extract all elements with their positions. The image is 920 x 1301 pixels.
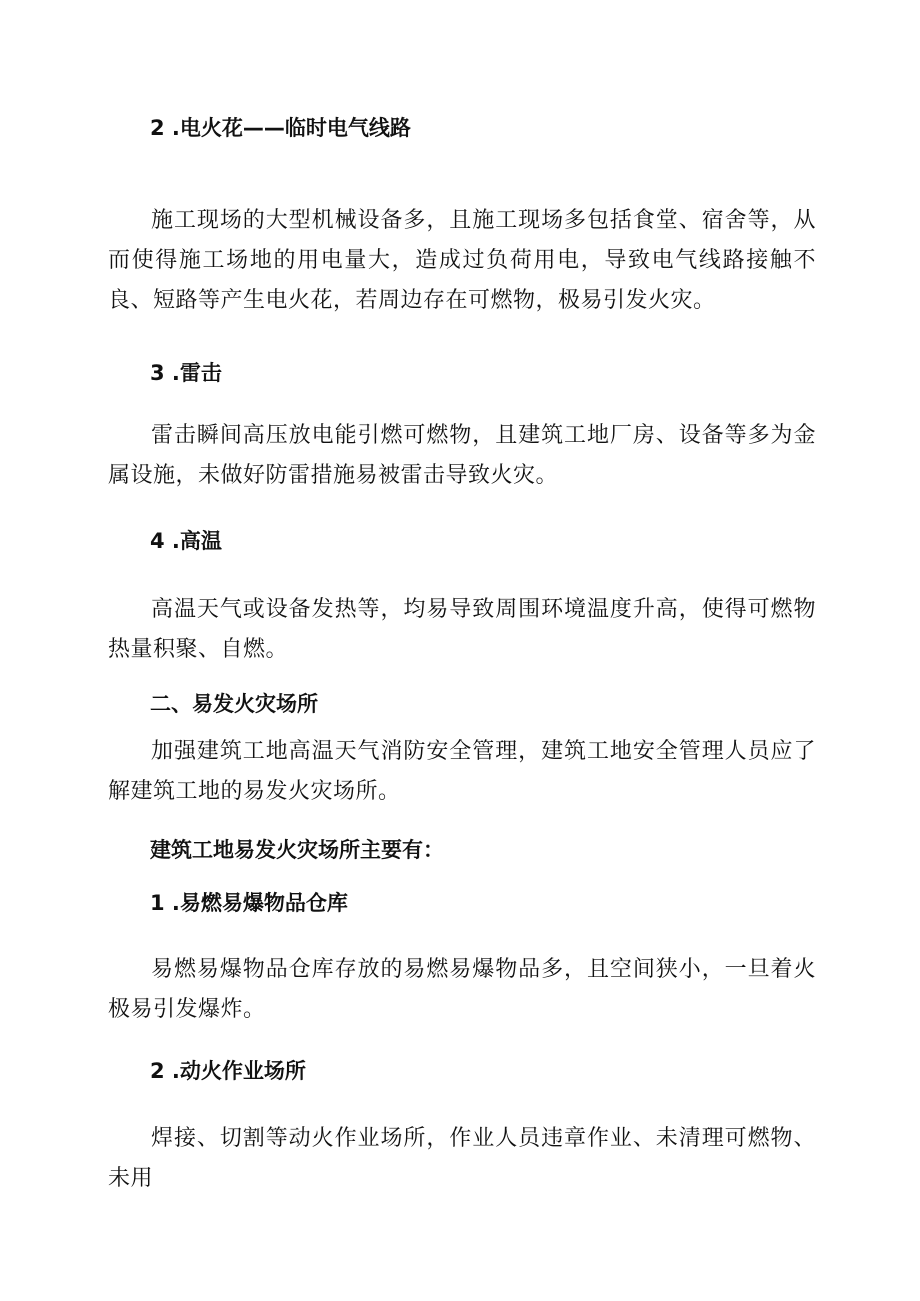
paragraph-hot-work: 焊接、切割等动火作业场所，作业人员违章作业、未清理可燃物、未用 (108, 1126, 816, 1191)
paragraph-lightning: 雷击瞬间高压放电能引燃可燃物，且建筑工地厂房、设备等多为金属设施，未做好防雷措施易被雷击导致火灾。 (108, 423, 816, 488)
section-heading-high-temperature: 4 .高温 (150, 529, 222, 553)
section-heading-fire-prone-places: 二、易发火灾场所 (150, 692, 318, 716)
section-heading-warehouse: 1 .易燃易爆物品仓库 (150, 891, 348, 915)
section-heading-lightning: 3 .雷击 (150, 361, 222, 385)
section-heading-main-places: 建筑工地易发火灾场所主要有： (150, 838, 444, 862)
paragraph-high-temperature: 高温天气或设备发热等，均易导致周围环境温度升高，使得可燃物热量积聚、自燃。 (108, 597, 816, 662)
paragraph-electric-spark: 施工现场的大型机械设备多，且施工现场多包括食堂、宿舍等，从而使得施工场地的用电量大，造成过负荷用电，导致电气线路接触不良、短路等产生电火花，若周边存在可燃物，极易引发火灾。 (108, 208, 816, 313)
paragraph-warehouse: 易燃易爆物品仓库存放的易燃易爆物品多，且空间狭小，一旦着火极易引发爆炸。 (108, 957, 816, 1022)
section-heading-electric-spark: 2 .电火花——临时电气线路 (150, 116, 411, 140)
section-heading-hot-work: 2 .动火作业场所 (150, 1059, 306, 1083)
paragraph-fire-prone-places: 加强建筑工地高温天气消防安全管理，建筑工地安全管理人员应了解建筑工地的易发火灾场所。 (108, 739, 816, 804)
